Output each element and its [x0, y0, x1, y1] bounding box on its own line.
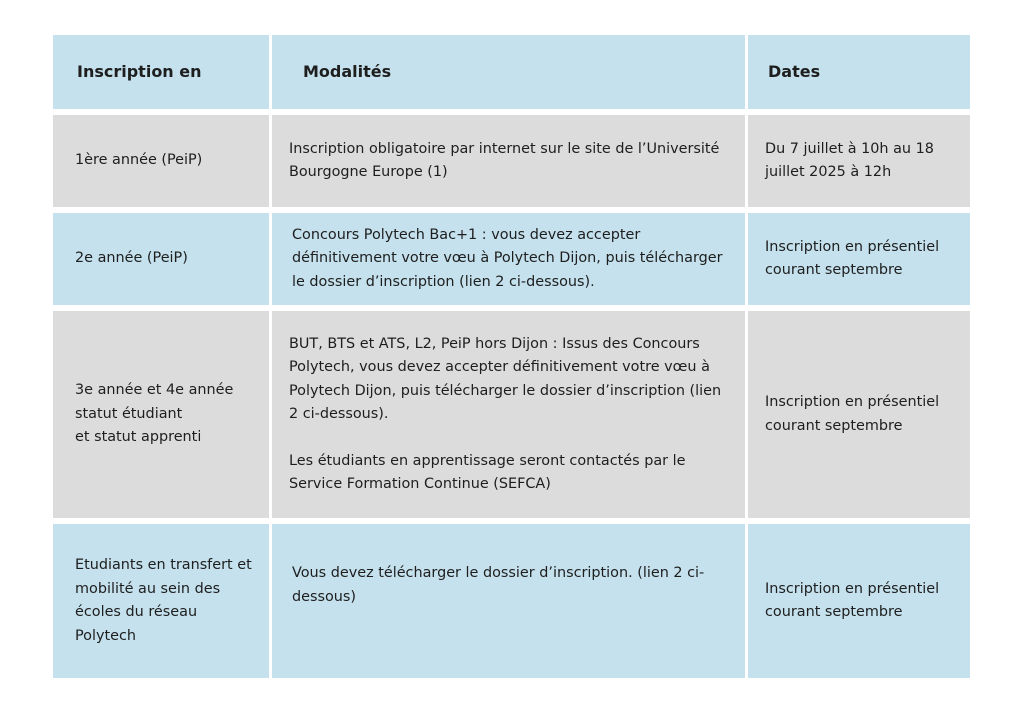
row1-level-cell	[53, 115, 269, 207]
row3-level-cell	[53, 311, 269, 518]
row4-dates-cell	[748, 524, 970, 678]
row3-dates-cell	[748, 311, 970, 518]
row3-modalites-block	[289, 333, 729, 497]
row3-level	[75, 379, 233, 450]
row1-modalites-cell	[272, 115, 745, 207]
row2-dates: Inscription en présentiel courant septembre	[765, 238, 940, 278]
header-col3-label: Dates	[768, 62, 821, 82]
header-inscription-en	[53, 35, 269, 109]
row2-dates-cell	[748, 213, 970, 305]
row4-modalites: Vous devez télécharger le dossier d’inscription. (lien 2 ci-dessous)	[292, 565, 705, 605]
row1-dates-cell	[748, 115, 970, 207]
row2-level: 2e année (PeiP)	[75, 250, 188, 267]
row1-modalites: Inscription obligatoire par internet sur le site de l’Université Bourgogne Europe (1)	[289, 140, 720, 180]
row4-dates: Inscription en présentiel courant septembre	[765, 580, 940, 620]
row2-modalites: Concours Polytech Bac+1 : vous devez accepter définitivement votre vœu à Polytech Dijon, puis télécharger le dossier d’inscription (lien 2 ci-dessous).	[292, 226, 723, 290]
header-col2-label: Modalités	[303, 62, 392, 82]
row2-level-cell	[53, 213, 269, 305]
row3-level-line1: 3e année et 4e année	[75, 382, 234, 399]
row3-dates: Inscription en présentiel courant septembre	[765, 394, 940, 434]
row3-modalites: BUT, BTS et ATS, L2, PeiP hors Dijon : Issus des Concours Polytech, vous devez accepter définitivement votre vœu à Polytech Dijon, puis télécharger le dossier d’inscription (lien 2 ci-dessous).	[289, 335, 722, 422]
row1-dates: Du 7 juillet à 10h au 18 juillet 2025 à 12h	[765, 140, 934, 180]
row3-modalites-cell	[272, 311, 745, 518]
row3-level-line3: et statut apprenti	[75, 429, 202, 446]
row2-modalites-cell	[272, 213, 745, 305]
row3-modalites-2: Les étudiants en apprentissage seront contactés par le Service Formation Continue (SEFCA)	[289, 452, 686, 492]
inscription-table	[53, 35, 970, 678]
header-dates	[748, 35, 970, 109]
header-modalites	[272, 35, 745, 109]
row1-level: 1ère année (PeiP)	[75, 152, 203, 169]
row4-level-cell	[53, 524, 269, 678]
row4-modalites-cell	[272, 524, 745, 678]
header-col1-label: Inscription en	[77, 62, 202, 82]
row4-level: Etudiants en transfert et mobilité au sein des écoles du réseau Polytech	[75, 557, 252, 644]
row3-level-line2: statut étudiant	[75, 405, 183, 422]
